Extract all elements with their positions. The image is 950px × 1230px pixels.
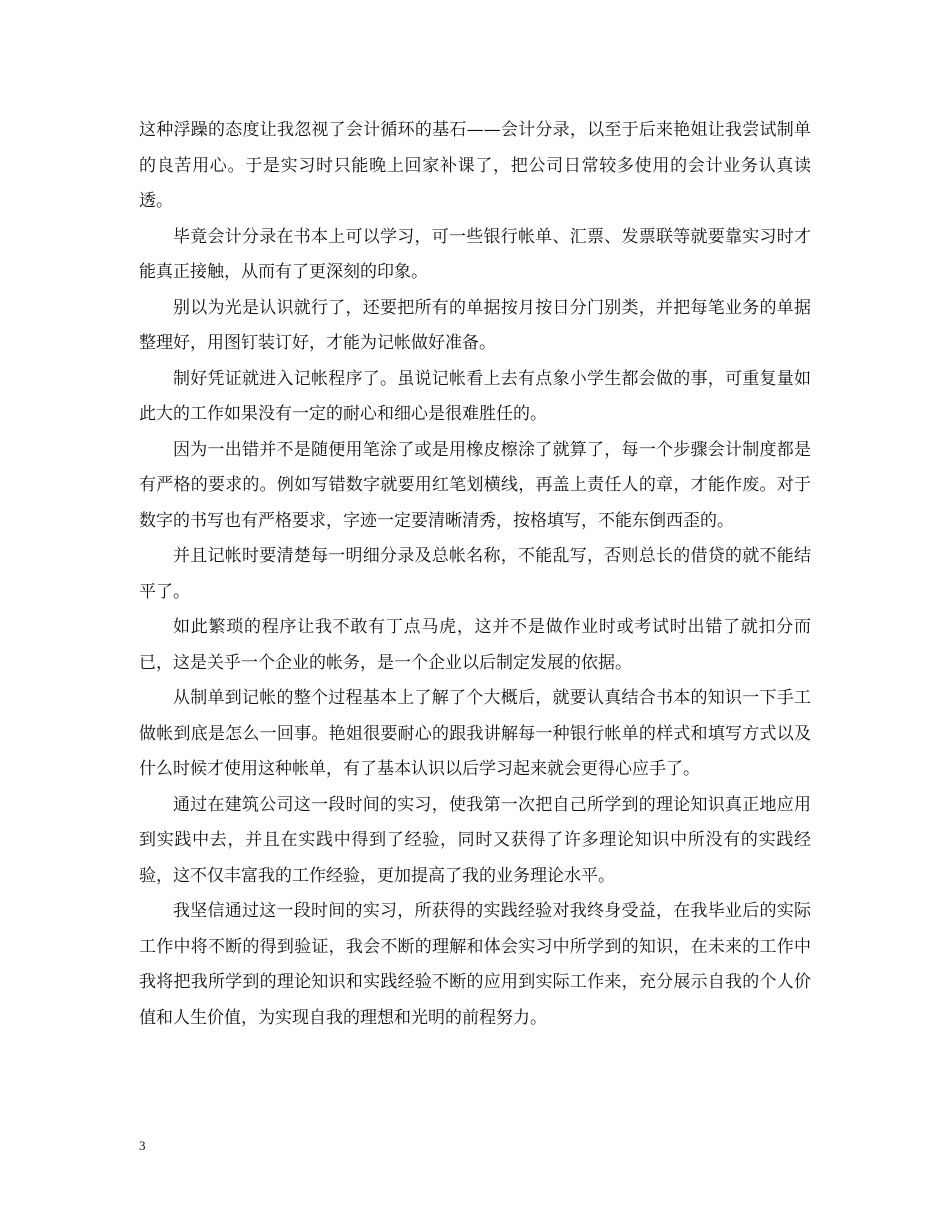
paragraph: 从制单到记帐的整个过程基本上了解了个大概后，就要认真结合书本的知识一下手工做帐到底是怎么一回事。艳姐很要耐心的跟我讲解每一种银行帐单的样式和填写方式以及什么时候才使用这种帐单，有了基本认识以后学习起来就会更得心应手了。 — [139, 688, 811, 779]
paragraph: 毕竟会计分录在书本上可以学习，可一些银行帐单、汇票、发票联等就要靠实习时才能真正接触，从而有了更深刻的印象。 — [139, 226, 811, 282]
paragraph: 通过在建筑公司这一段时间的实习，使我第一次把自己所学到的理论知识真正地应用到实践中去，并且在实践中得到了经验，同时又获得了许多理论知识中所没有的实践经验，这不仅丰富我的工作经验，更加提高了我的业务理论水平。 — [139, 794, 811, 886]
paragraph: 因为一出错并不是随便用笔涂了或是用橡皮檫涂了就算了，每一个步骤会计制度都是有严格的要求的。例如写错数字就要用红笔划横线，再盖上责任人的章，才能作废。对于数字的书写也有严格要求，字迹一定要清晰清秀，按格填写，不能东倒西歪的。 — [139, 439, 811, 531]
paragraph: 如此繁琐的程序让我不敢有丁点马虎，这并不是做作业时或考试时出错了就扣分而已，这是关乎一个企业的帐务，是一个企业以后制定发展的依据。 — [139, 617, 811, 673]
paragraph: 制好凭证就进入记帐程序了。虽说记帐看上去有点象小学生都会做的事，可重复量如此大的工作如果没有一定的耐心和细心是很难胜任的。 — [139, 368, 811, 424]
paragraph-continued: 这种浮躁的态度让我忽视了会计循环的基石——会计分录，以至于后来艳姐让我尝试制单的良苦用心。于是实习时只能晚上回家补课了，把公司日常较多使用的会计业务认真读透。 — [139, 120, 811, 211]
body-text — [139, 113, 811, 1036]
paragraph: 我坚信通过这一段时间的实习，所获得的实践经验对我终身受益，在我毕业后的实际工作中将不断的得到验证，我会不断的理解和体会实习中所学到的知识，在未来的工作中我将把我所学到的理论知识和实践经验不断的应用到实际工作来，充分展示自我的个人价值和人生价值，为实现自我的理想和光明的前程努力。 — [139, 901, 811, 1028]
paragraph: 别以为光是认识就行了，还要把所有的单据按月按日分门别类，并把每笔业务的单据整理好，用图钉装订好，才能为记帐做好准备。 — [139, 297, 811, 353]
paragraph: 并且记帐时要清楚每一明细分录及总帐名称，不能乱写，否则总长的借贷的就不能结平了。 — [139, 546, 811, 602]
page-number: 3 — [139, 1138, 146, 1153]
